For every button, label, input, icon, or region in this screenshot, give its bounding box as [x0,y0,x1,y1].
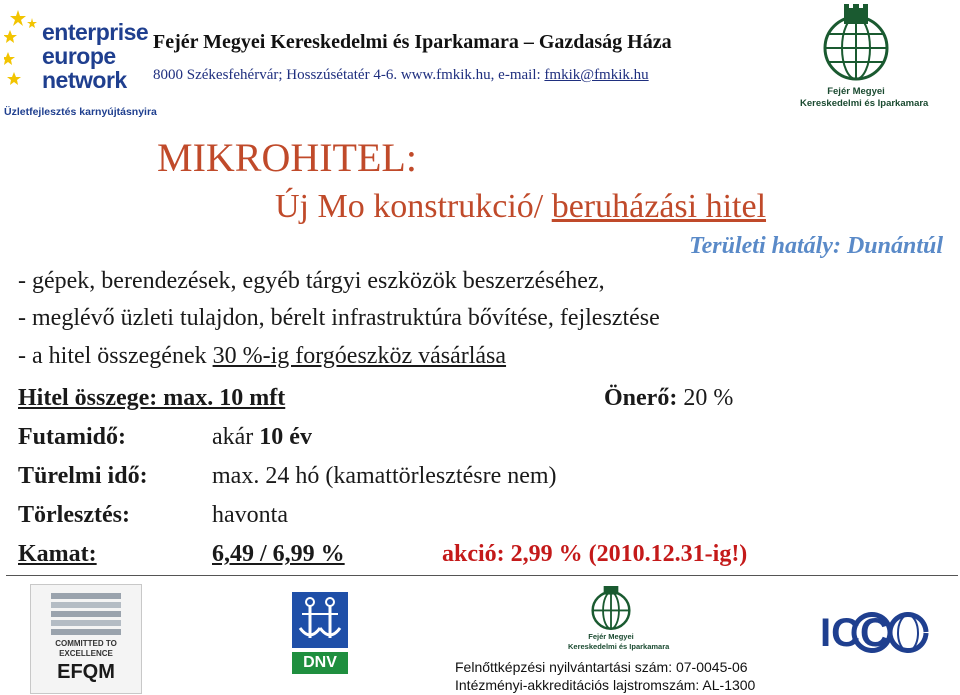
chamber-logo-line1: Fejér Megyei [827,86,885,97]
chamber-name: Fejér Megyei Kereskedelmi és Iparkamara – Gazdaság Háza [153,31,672,53]
email-link[interactable]: fmkik@fmkik.hu [544,67,649,83]
address-text: 8000 Székesfehérvár; Hosszúsétatér 4-6. www.fmkik.hu, e-mail: [153,67,545,83]
repayment-label: Törlesztés: [18,502,130,528]
efqm-brand: EFQM [57,661,115,683]
bullet-expansion: - meglévő üzleti tulajdon, bérelt infrastruktúra bővítése, fejlesztése [18,305,660,331]
dnv-anchor-icon [292,592,348,648]
een-logo-word-enterprise: enterprise [42,19,149,45]
icc-logo [820,608,946,658]
icc-text: ICC [820,611,889,655]
own-contribution-label: Önerő: [604,385,678,411]
efqm-logo [30,584,142,694]
institutional-accreditation: Intézményi-akkreditációs lajstromszám: AL-1300 [455,677,756,693]
interest-label: Kamat: [18,541,97,567]
loan-amount: Hitel összege: max. 10 mft [18,385,286,411]
adult-training-registration: Felnőttképzési nyilvántartási szám: 07-0045-06 [455,659,748,675]
territory-scope: Területi hatály: Dunántúl [689,233,943,259]
bullet-equipment: - gépek, berendezések, egyéb tárgyi eszközök beszerzéséhez, [18,268,605,294]
contact-line [153,67,649,84]
chamber-logo-small [568,586,670,654]
subtitle-plain: Új Mo konstrukció/ [275,188,552,225]
een-logo-tagline: Üzletfejlesztés karnyújtásnyira [4,106,157,118]
eu-stars-icon [4,8,40,88]
chamber-logo [800,4,929,112]
repayment-value: havonta [212,502,288,528]
dnv-logo [292,592,348,676]
een-logo-word-europe: europe [42,43,116,69]
efqm-stripes-icon [51,593,121,635]
bullet-working-capital [18,343,506,370]
efqm-line2: EXCELLENCE [59,649,113,658]
term-value-prefix: akár [212,424,260,450]
main-title: MIKROHITEL: [157,135,417,180]
grace-value: max. 24 hó (kamattörlesztésre nem) [212,463,557,489]
subtitle-underlined: beruházási hitel [551,188,767,225]
dnv-text: DNV [292,652,348,674]
term-value [212,424,312,451]
subtitle [275,188,766,226]
globe-castle-icon [590,586,632,630]
grace-label: Türelmi idő: [18,463,148,489]
promo-rate: akció: 2,99 % (2010.12.31-ig!) [442,541,748,567]
own-contribution [604,385,733,412]
chamber-logo-small-line1: Fejér Megyei [588,632,634,641]
enterprise-europe-network-logo [4,6,157,122]
interest-value: 6,49 / 6,99 % [212,541,345,567]
globe-castle-icon [822,4,890,82]
term-label: Futamidő: [18,424,126,450]
own-contribution-value: 20 % [677,385,734,411]
een-logo-word-network: network [42,67,127,93]
term-value-years: 10 év [259,424,312,450]
bullet-working-capital-prefix: - a hitel összegének [18,343,213,369]
chamber-logo-small-line2: Kereskedelmi és Iparkamara [568,642,670,651]
divider [6,575,958,576]
chamber-logo-line2: Kereskedelmi és Iparkamara [800,98,929,109]
bullet-working-capital-underlined: 30 %-ig forgóeszköz vásárlása [212,343,507,369]
efqm-line1: COMMITTED TO [55,639,117,648]
